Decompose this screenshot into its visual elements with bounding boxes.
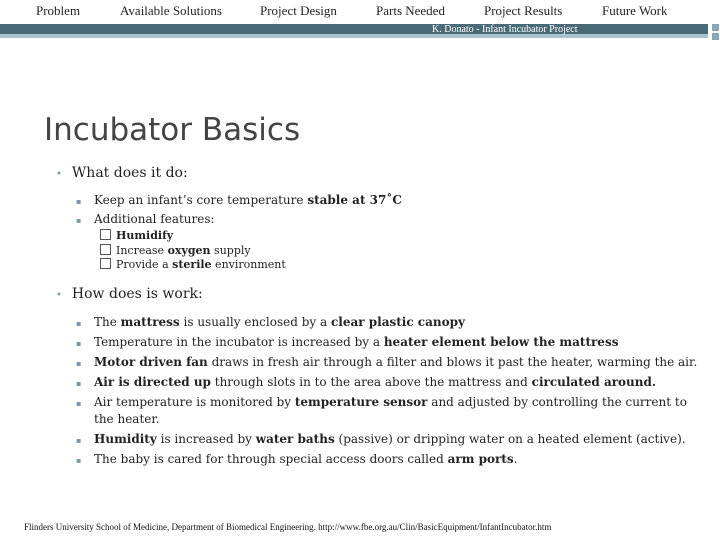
list-item: Humidify xyxy=(100,229,173,242)
list-item: ▪ Temperature in the incubator is increased by a heater element below the mattress xyxy=(76,335,619,349)
bullet-icon: ▪ xyxy=(76,436,82,445)
nav-problem[interactable]: Problem xyxy=(36,3,81,18)
list-item: ▪ Motor driven fan draws in fresh air through a filter and blows it past the heater, warming the air. xyxy=(76,355,698,369)
bullet-icon: ▪ xyxy=(76,216,82,225)
bullet-icon: • xyxy=(56,169,62,180)
list-item: Provide a sterile environment xyxy=(100,258,286,271)
nav-project-design[interactable]: Project Design xyxy=(260,3,337,18)
bullet-how: • How does is work: xyxy=(56,286,203,302)
header-bar xyxy=(0,24,708,34)
decorative-squares xyxy=(708,22,720,48)
bullet-icon: ▪ xyxy=(76,197,82,206)
top-navigation xyxy=(0,0,720,26)
bullet-icon: • xyxy=(56,290,62,301)
bullet-icon: ▪ xyxy=(76,339,82,348)
list-item: ▪ The mattress is usually enclosed by a clear plastic canopy xyxy=(76,315,465,329)
nav-available-solutions[interactable]: Available Solutions xyxy=(120,3,222,18)
list-item: ▪ Air temperature is monitored by temperature sensor and adjusted by controlling the current to xyxy=(76,395,687,409)
header-bar-accent xyxy=(0,34,708,38)
nav-parts-needed[interactable]: Parts Needed xyxy=(376,3,445,18)
checkbox-icon xyxy=(100,244,111,255)
source-citation: Flinders University School of Medicine, Department of Biomedical Engineering. http://www.fbe.org.au/Clin/BasicEquipment/InfantIncubator.htm xyxy=(24,522,552,532)
list-item: ▪ Additional features: xyxy=(76,212,215,226)
list-item: ▪ Keep an infant’s core temperature stable at 37˚C xyxy=(76,193,402,207)
bullet-icon: ▪ xyxy=(76,399,82,408)
bullet-what: • What does it do: xyxy=(56,165,188,181)
list-item: ▪ Air is directed up through slots in to the area above the mattress and circulated around. xyxy=(76,375,657,389)
bullet-icon: ▪ xyxy=(76,456,82,465)
bullet-icon: ▪ xyxy=(76,319,82,328)
nav-future-work[interactable]: Future Work xyxy=(602,3,668,18)
author-byline: K. Donato - Infant Incubator Project xyxy=(432,24,578,35)
nav-project-results[interactable]: Project Results xyxy=(484,3,563,18)
list-item: ▪ The baby is cared for through special access doors called arm ports. xyxy=(76,452,518,466)
bullet-icon: ▪ xyxy=(76,379,82,388)
list-item: Increase oxygen supply xyxy=(100,244,251,257)
checkbox-icon xyxy=(100,229,111,240)
list-item-continuation: the heater. xyxy=(94,412,160,426)
bullet-icon: ▪ xyxy=(76,359,82,368)
list-item: ▪ Humidity is increased by water baths (passive) or dripping water on a heated element (active). xyxy=(76,432,686,446)
checkbox-icon xyxy=(100,258,111,269)
slide-title: Incubator Basics xyxy=(44,112,301,148)
